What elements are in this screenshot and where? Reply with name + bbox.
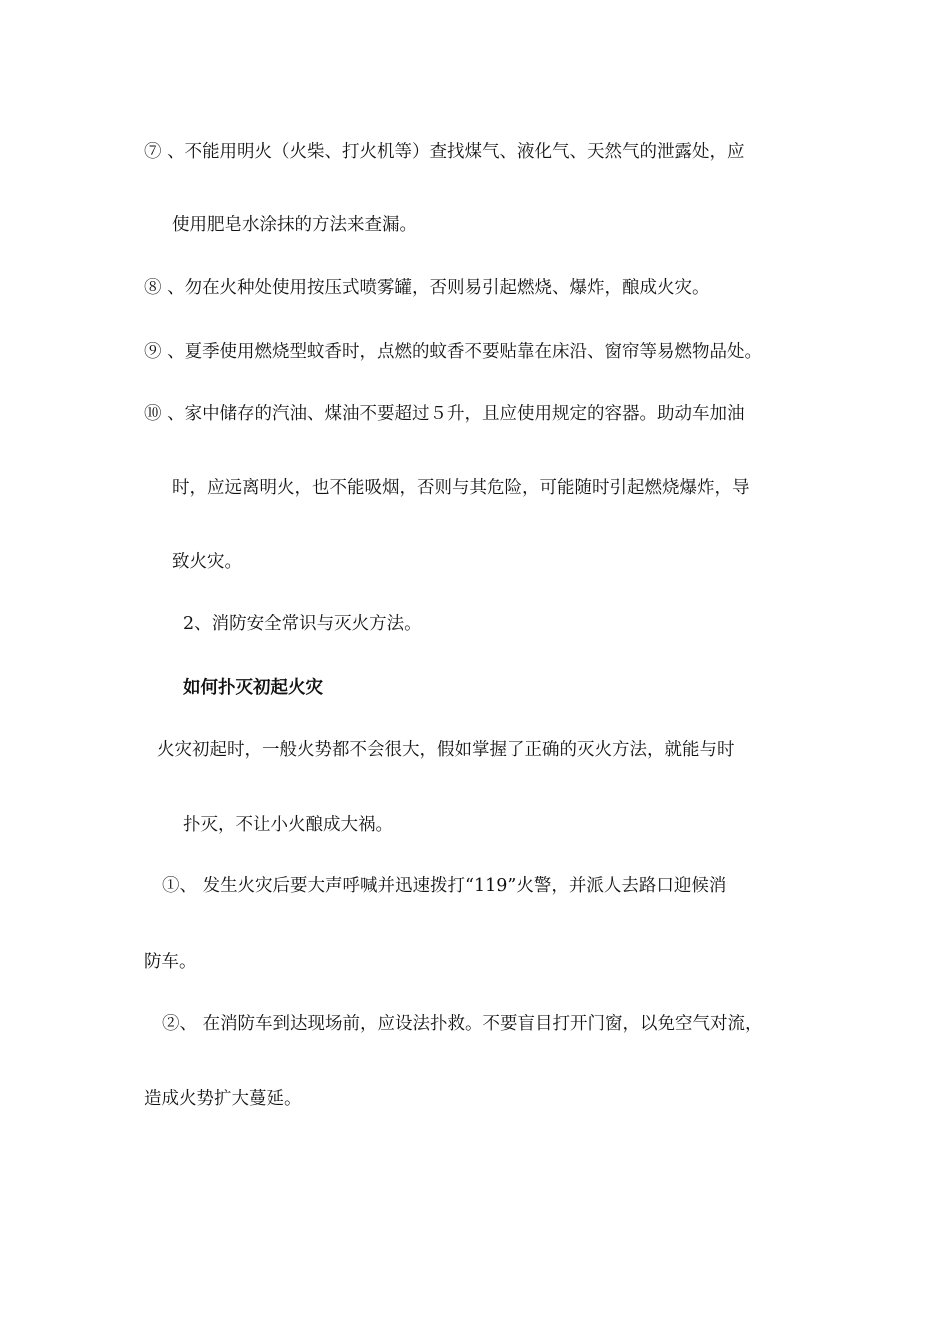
paragraph-line: ⑦ 、不能用明火（火柴、打火机等）查找煤气、液化气、天然气的泄露处，应 [144,142,745,162]
list-item-line: ①、 发生火灾后要大声呼喊并迅速拨打“119”火警，并派人去路口迎候消 [162,876,727,896]
paragraph-line: 火灾初起时，一般火势都不会很大，假如掌握了正确的灭火方法，就能与时 [157,740,735,760]
paragraph-line: ⑨ 、夏季使用燃烧型蚊香时，点燃的蚊香不要贴靠在床沿、窗帘等易燃物品处。 [144,342,763,362]
section-heading: 2、消防安全常识与灭火方法。 [183,614,422,634]
list-item-line: 防车。 [144,952,197,972]
subsection-heading: 如何扑灭初起火灾 [183,678,323,698]
paragraph-line: ⑧ 、勿在火种处使用按压式喷雾罐，否则易引起燃烧、爆炸，酿成火灾。 [144,278,710,298]
paragraph-line: 扑灭，不让小火酿成大祸。 [183,815,393,835]
paragraph-line: 致火灾。 [172,552,242,572]
list-item-line: ②、 在消防车到达现场前，应设法扑救。不要盲目打开门窗，以免空气对流， [162,1014,763,1034]
paragraph-line: 时，应远离明火，也不能吸烟，否则与其危险，可能随时引起燃烧爆炸，导 [172,478,750,498]
paragraph-line: 使用肥皂水涂抹的方法来查漏。 [172,215,417,235]
list-item-line: 造成火势扩大蔓延。 [144,1089,302,1109]
paragraph-line: ⑩ 、家中储存的汽油、煤油不要超过５升，且应使用规定的容器。助动车加油 [144,404,745,424]
